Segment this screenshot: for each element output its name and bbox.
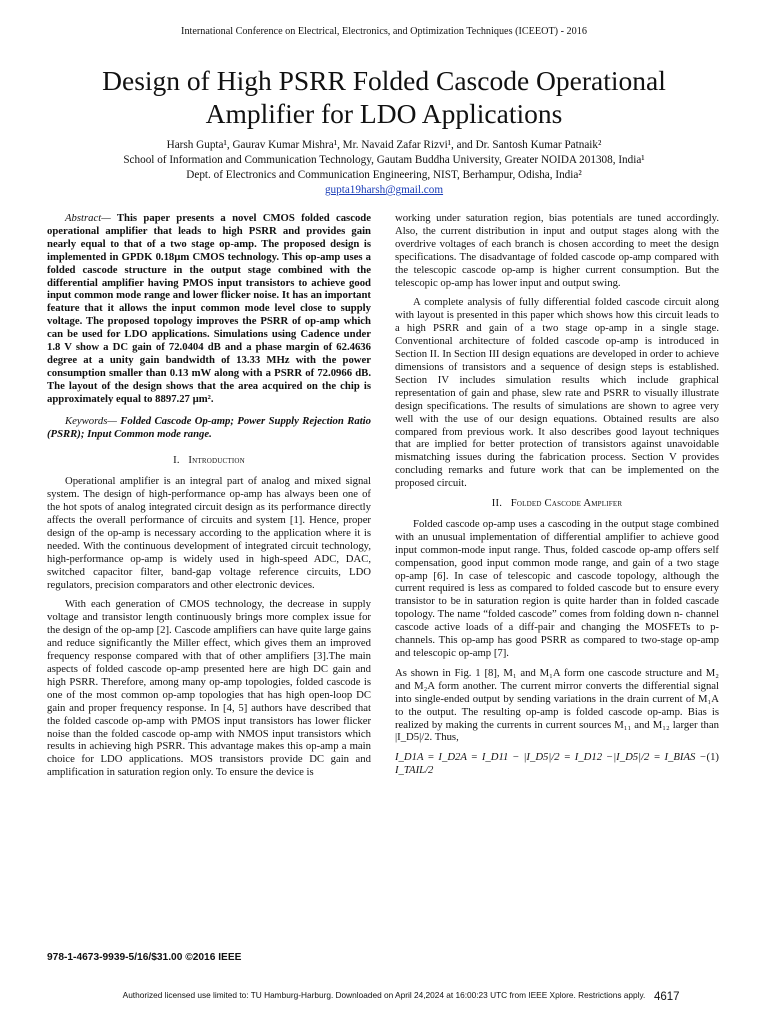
abstract-text: This paper presents a novel CMOS folded cascode operational amplifier that leads to high PSRR and provides gain nearly equal to that of a two stage op-amp. The proposed design is implemented in GPDK 0.18µm CMOS technology. This op-amp uses a folded cascode structure in the output stage combined with the differential amplifier having PMOS input transistors to achieve good input common mode range and lower flicker noise. It has an important feature that it allows the input common mode level close to supply voltage. The proposed topology improves the PSRR of op-amp which can be used for LDO applications. Simulations using Cadence under 1.8 V show a DC gain of 72.0404 dB and a phase margin of 62.4636 degree at a unity gain bandwidth of 13.33 MHz with the power consumption smaller than 0.13 mW along with a PSRR of 72.0966 dB. The layout of the design shows that the area acquired on the chip is approximately equal to 8897.27 µm². bbox=[47, 212, 371, 405]
paper-title-line2: Amplifier for LDO Applications bbox=[205, 98, 563, 129]
affiliation-1: School of Information and Communication Technology, Gautam Buddha University, Greater NOIDA 201308, India¹ bbox=[123, 154, 645, 166]
keywords-label: Keywords— bbox=[65, 414, 117, 427]
section2-paragraph-2: As shown in Fig. 1 [8], M₁ and M₁A form one cascode structure and M₂ and M₂A form another. The current mirror converts the differential signal into single-ended output by sending variations in the drain current of M₁A to the output. The resulting op-amp is folded cascode op-amp. Bias is realized by making the currents in current sources M₁₁ and M₁₂ larger than |I_D5|/2. Thus, bbox=[395, 666, 719, 744]
intro-paragraph-2: With each generation of CMOS technology, the decrease in supply voltage and transistor length continuously brings more complex issue for the design of the op-amp [2]. Cascode amplifiers can have quite large gains and reduce significantly the Miller effect, which gives them an improved frequency response compared with that of other amplifiers [3].The main aspects of folded cascode op-amp presented here are high DC gain and high PSRR. Therefore, among many op-amp topologies, folded cascode is one of the most common op-amp topologies that has high open-loop DC gain and proper frequency response. In [4, 5] authors have described that the folded cascode op-amp with PMOS input transistors has lower flicker noise than the folded cascode op-amp with NMOS input transistors which results in achieving high PSRR. This advantage makes this op-amp a main choice for LDO applications. MOS transistors provide DC gain and amplification in saturation region only. To ensure the device is bbox=[47, 598, 371, 779]
section2-paragraph-1: Folded cascode op-amp uses a cascoding in the output stage combined with an unusual implementation of differential amplifier to achieve good input common-mode input range. Thus, folded cascode op-amp offers self compensation, good input common mode range, and gain of a two stage op-amp [6]. In case of telescopic and cascode topology, although the current required is less as compared to folded cascode but to ensure every transistor to be in saturation region is quite harder than in folded cascade topology. The name “folded cascode” comes from folding down n- channel cascode active loads of a diff-pair and changing the MOSFETs to p-channels. This op-amp has good PSRR as compared to two-stage op-amp and telescopic op-amp [7]. bbox=[395, 517, 719, 659]
keywords bbox=[47, 415, 371, 441]
paper-title-line1: Design of High PSRR Folded Cascode Operational bbox=[102, 65, 666, 96]
affiliation-2: Dept. of Electronics and Communication Engineering, NIST, Berhampur, Odisha, India² bbox=[186, 169, 582, 181]
equation-body: I_D1A = I_D2A = I_D11 − |I_D5|/2 = I_D12 −|I_D5|/2 = I_BIAS − I_TAIL/2 bbox=[395, 751, 707, 777]
isbn-copyright: 978-1-4673-9939-5/16/$31.00 ©2016 IEEE bbox=[47, 952, 242, 963]
equation-1 bbox=[395, 751, 719, 777]
section-title: Introduction bbox=[188, 454, 245, 467]
section-title: Folded Cascode Amplifer bbox=[510, 497, 623, 510]
author-email-link[interactable]: gupta19harsh@gmail.com bbox=[324, 184, 444, 196]
equation-number: (1) bbox=[706, 751, 719, 764]
section-number: I. bbox=[173, 454, 180, 467]
author-list: Harsh Gupta¹, Gaurav Kumar Mishra¹, Mr. Navaid Zafar Rizvi¹, and Dr. Santosh Kumar Patnaik² bbox=[166, 139, 602, 151]
conference-header: International Conference on Electrical, Electronics, and Optimization Techniques (ICEEOT) - 2016 bbox=[181, 26, 587, 37]
abstract bbox=[47, 212, 371, 406]
intro-paragraph-continued: working under saturation region, bias potentials are tuned accordingly. Also, the current distribution in input and output stages along with the overdrive voltages of each branch is chosen according to meet the design specifications. The disadvantage of folded cascode op-amp compared with the telescopic cascode op-amp is higher current consumption. But the telescopic op-amp has lower input and output swing. bbox=[395, 212, 719, 289]
abstract-label: Abstract— bbox=[65, 212, 111, 224]
left-column bbox=[47, 212, 371, 786]
keywords-text: Folded Cascode Op-amp; Power Supply Rejection Ratio (PSRR); Input Common mode range. bbox=[47, 414, 371, 440]
section-heading-folded-cascode bbox=[395, 497, 719, 510]
paper-title bbox=[40, 64, 728, 130]
license-footer: Authorized licensed use limited to: TU Hamburg-Harburg. Downloaded on April 24,2024 at 16:00:23 UTC from IEEE Xplore. Restrictions apply. bbox=[122, 990, 646, 1000]
intro-paragraph-1: Operational amplifier is an integral part of analog and mixed signal system. The design of high-performance op-amp has always been one of the hot spots of analog integrated circuit design as its performance directly affects the overall performance of circuits and system [1]. Hence, proper design of the op-amp is necessary according to the application where it is needed. With the continuous development of integrated circuit technology, high-performance op-amp is widely used in high-speed ADC, DAC, switched capacitor filter, band-gap voltage reference circuits, LDO regulators, precision comparators and other electronic devices. bbox=[47, 475, 371, 591]
intro-paragraph-3: A complete analysis of fully differential folded cascode circuit along with layout is presented in this paper which shows how this circuit leads to a high PSRR and gain of a two stage op-amp in a single stage. Conventional architecture of folded cascode op-amp is introduced in Section II. In Section III design equations are developed in order to achieve dimensions of transistors and a sequence of design steps is established. Section IV includes simulation results which include graphical representation of gain and phase, slew rate and PSRR to visually illustrate design specifications. The results of simulations are shown to agree very well with the use of our design equations. Obtained results are also compared from previous work. It also describes good layout techniques that are implied for better protection of transistors against unavoidable mismatching issues during the fabrication process. Section V provides concluding remarks and future work that can be implemented on the proposed circuit. bbox=[395, 296, 719, 490]
page-number: 4617 bbox=[654, 991, 680, 1003]
right-column bbox=[395, 212, 719, 784]
author-block bbox=[20, 138, 748, 198]
section-number: II. bbox=[491, 497, 503, 510]
section-heading-introduction bbox=[47, 454, 371, 467]
